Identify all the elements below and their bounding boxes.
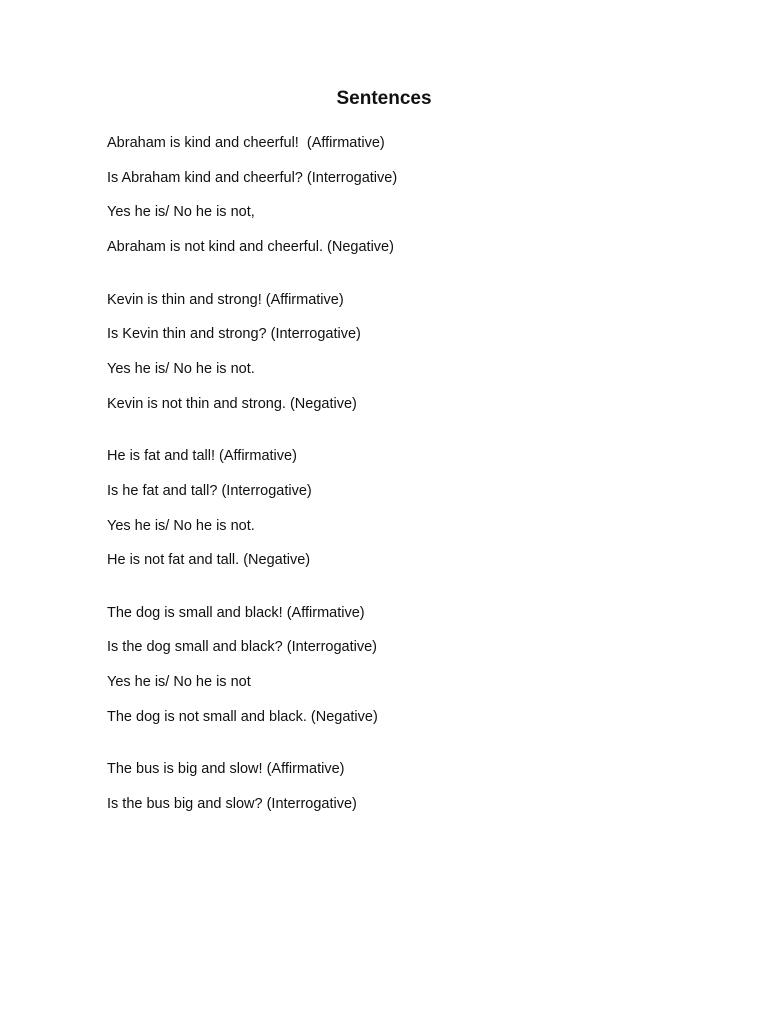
sentence-interrogative: Is Abraham kind and cheerful? (Interrogative)	[107, 169, 398, 186]
sentence-affirmative: The bus is big and slow! (Affirmative)	[107, 761, 345, 778]
sentence-group-kevin	[107, 291, 727, 413]
sentence-group-bus	[107, 760, 727, 813]
sentence-group-abraham	[107, 134, 727, 256]
sentence-interrogative: Is Kevin thin and strong? (Interrogative)	[107, 326, 361, 343]
sentence-affirmative: Abraham is kind and cheerful! (Affirmative)	[107, 135, 385, 151]
sentence-interrogative: Is the dog small and black? (Interrogative)	[107, 639, 377, 656]
sentence-list	[107, 134, 727, 847]
sentence-group-he	[107, 447, 727, 569]
page-title: Sentences	[336, 88, 432, 109]
sentence-answer: Yes he is/ No he is not	[107, 674, 251, 691]
sentence-affirmative: Kevin is thin and strong! (Affirmative)	[107, 291, 344, 308]
sentence-negative: Abraham is not kind and cheerful. (Negative)	[107, 239, 394, 256]
sentence-interrogative: Is the bus big and slow? (Interrogative)	[107, 795, 357, 812]
sentence-answer: Yes he is/ No he is not.	[107, 360, 255, 377]
sentence-negative: Kevin is not thin and strong. (Negative)	[107, 395, 357, 412]
sentence-negative: The dog is not small and black. (Negative)	[107, 708, 378, 725]
sentence-affirmative: The dog is small and black! (Affirmative)	[107, 604, 365, 621]
sentence-group-dog	[107, 604, 727, 726]
sentence-interrogative: Is he fat and tall? (Interrogative)	[107, 482, 312, 499]
sentence-affirmative: He is fat and tall! (Affirmative)	[107, 448, 297, 465]
sentence-answer: Yes he is/ No he is not.	[107, 517, 255, 534]
sentence-negative: He is not fat and tall. (Negative)	[107, 552, 311, 569]
sentence-answer: Yes he is/ No he is not,	[107, 204, 255, 221]
